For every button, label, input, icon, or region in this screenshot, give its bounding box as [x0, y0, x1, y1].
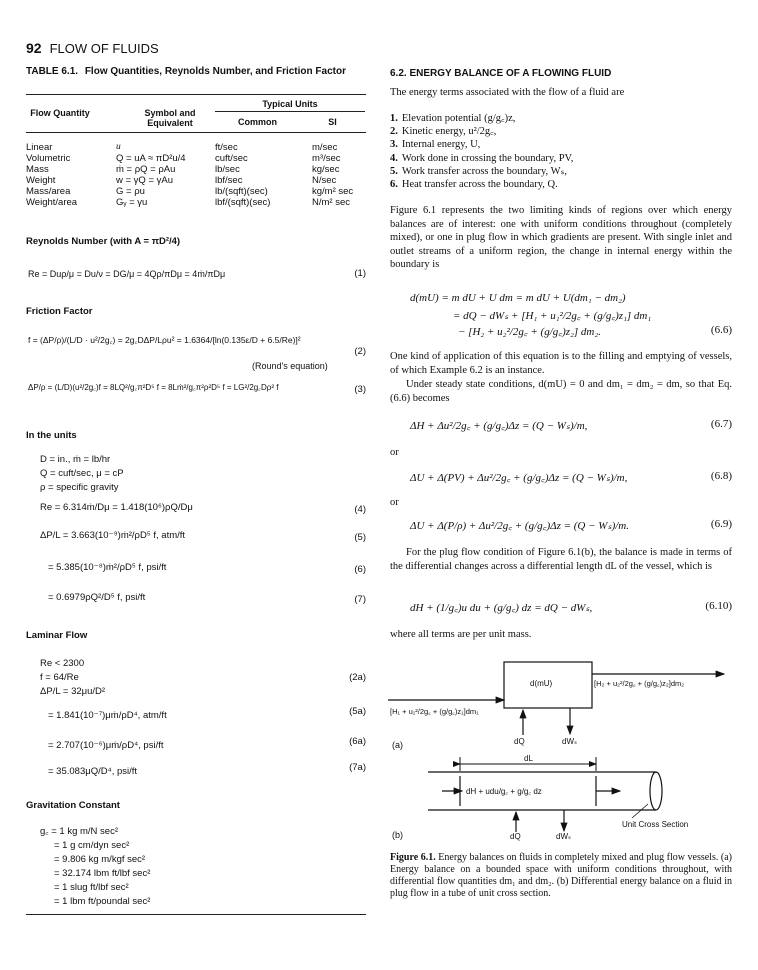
units-heading: In the units: [26, 430, 77, 441]
col-symbol: Symbol and Equivalent: [144, 108, 196, 128]
units-line-3: ρ = specific gravity: [40, 482, 119, 493]
table-cell-common: lbf/sec: [215, 175, 243, 186]
ucs-leader: [632, 804, 648, 818]
table-row: [26, 153, 366, 164]
equation-6: = 5.385(10⁻⁸)ṁ²/ρD⁵ f, psi/ft: [48, 562, 167, 573]
gravitation-line: = 32.174 lbm ft/lbf sec²: [54, 868, 151, 879]
table-cell-symbol: Gᵧ = γu: [116, 197, 148, 208]
section-intro: The energy terms associated with the flow of a fluid are: [390, 87, 625, 98]
mixed-vessel-label: d(mU): [530, 679, 553, 688]
figure-caption: [390, 852, 732, 900]
equation-2-number: (2): [354, 346, 366, 357]
figure-caption-label: Figure 6.1.: [390, 852, 436, 863]
equation-4-number: (4): [354, 504, 366, 515]
table-rule-bottom: [26, 914, 366, 915]
laminar-heading: Laminar Flow: [26, 630, 88, 641]
figure-label-a: (a): [392, 740, 403, 750]
table-cell-common: cuft/sec: [215, 153, 248, 164]
plug-element-label: dH + udu/g꜀ + g/g꜀ dz: [466, 787, 542, 796]
paragraph-1: Figure 6.1 represents the two limiting kinds of regions over which energy balances are of interest: one with uniform conditions throughout (completely mixed), or one in plug flow in which gradients are present. With single inlet and outlet streams of a uniform region, the change in internal energy within the boundary is: [390, 205, 732, 271]
heat-label-b: dQ: [510, 832, 521, 841]
equation-6-10: dH + (1/g꜀)u du + (g/g꜀) dz = dQ − dWₛ,: [410, 602, 593, 614]
equation-7: = 0.6979ρQ²/D⁵ f, psi/ft: [48, 592, 146, 603]
laminar-line-2: f = 64/Re: [40, 672, 79, 683]
list-item: 4. Work done in crossing the boundary, PV,: [390, 152, 574, 164]
equation-5a: = 1.841(10⁻⁷)μṁ/ρD⁴, atm/ft: [48, 710, 167, 721]
table-cell-quantity: Weight/area: [26, 197, 78, 208]
gravitation-line: = 9.806 kg m/kgf sec²: [54, 854, 146, 865]
table-cell-symbol: w = γQ = γAu: [116, 175, 174, 186]
table-row: [26, 164, 366, 175]
list-item: 6. Heat transfer across the boundary, Q.: [390, 179, 558, 191]
or-2: or: [390, 497, 399, 508]
equation-6-6-line-3: − [H₂ + u₂²/2g꜀ + (g/g꜀)z₂] dm₂.: [458, 326, 601, 338]
laminar-line-3: ΔP/L = 32μu/D²: [40, 686, 106, 697]
figure-caption-text: Energy balances on fluids in completely mixed and plug flow vessels. (a) Energy balance on a bounded space with uniform conditions throughout, with differential flow quantities dm₁ and dm₂. (b) Differential energy balance on a fluid in plug flow in a tube of unit cross section.: [390, 852, 733, 899]
equation-2a-number: (2a): [349, 672, 366, 683]
equation-2-note: (Round's equation): [252, 361, 328, 371]
equation-7a-number: (7a): [349, 762, 366, 773]
table-cell-common: lb/(sqft)(sec): [215, 186, 268, 197]
table-caption-text: Flow Quantities, Reynolds Number, and Friction Factor: [84, 66, 346, 77]
table-cell-si: N/sec: [312, 175, 337, 186]
inlet-label: [H₁ + u₁²/2g꜀ + (g/g꜀)z₁]dm₁: [390, 707, 479, 716]
equation-3: ΔP/ρ = (L/D)(u²/2g꜀)f = 8LQ²/g꜀π²D⁵ f = 8Lṁ²/g꜀π²ρ²D⁵ f = LG²/2g꜀Dρ² f: [28, 383, 279, 392]
equation-5: ΔP/L = 3.663(10⁻⁹)ṁ²/ρD⁵ f, atm/ft: [40, 530, 186, 541]
equation-3-number: (3): [354, 384, 366, 395]
equation-6-7-number: (6.7): [710, 418, 732, 430]
figure-label-b: (b): [392, 830, 403, 840]
equation-6-number: (6): [354, 564, 366, 575]
work-label-b: dWₛ: [556, 832, 571, 841]
table-caption: [26, 66, 366, 78]
heat-label-a: dQ: [514, 737, 525, 746]
col-flow-quantity: Flow Quantity: [30, 108, 90, 118]
table-rule-top: [26, 94, 366, 95]
page-header: [26, 40, 159, 56]
equation-6-6-line-2: = dQ − dWₛ + [H₁ + u₁²/2g꜀ + (g/g꜀)z₁] dm₁: [453, 310, 652, 322]
table-cell-symbol: G = ρu: [116, 186, 145, 197]
equation-1-number: (1): [354, 268, 366, 279]
equation-6-10-number: (6.10): [705, 600, 732, 612]
table-cell-common: lb/sec: [215, 164, 240, 175]
equation-6a-number: (6a): [349, 736, 366, 747]
col-common: Common: [238, 117, 277, 127]
units-line-2: Q = cuft/sec, μ = cP: [40, 468, 124, 479]
equation-4: Re = 6.314ṁ/Dμ = 1.418(10⁶)ρQ/Dμ: [40, 502, 193, 513]
units-line-1: D = in., ṁ = lb/hr: [40, 454, 111, 465]
table-body: [26, 142, 366, 208]
col-typical-units: Typical Units: [262, 99, 318, 109]
or-1: or: [390, 447, 399, 458]
list-item: 3. Internal energy, U,: [390, 139, 481, 151]
table-cell-si: N/m² sec: [312, 197, 350, 208]
table-cell-common: lbf/(sqft)(sec): [215, 197, 271, 208]
equation-6-9-number: (6.9): [710, 518, 732, 530]
table-cell-quantity: Linear: [26, 142, 53, 153]
table-rule-units: [215, 111, 365, 112]
table-cell-quantity: Volumetric: [26, 153, 71, 164]
table-cell-si: kg/sec: [312, 164, 340, 175]
equation-5-number: (5): [354, 532, 366, 543]
energy-terms-list: [390, 112, 732, 191]
equation-1: Re = Duρ/μ = Du/ν = DG/μ = 4Qρ/πDμ = 4ṁ/πDμ: [28, 269, 226, 279]
table-row: [26, 186, 366, 197]
gravitation-line: = 1 lbm ft/poundal sec²: [54, 896, 151, 907]
gravitation-line: = 1 g cm/dyn sec²: [54, 840, 130, 851]
work-label-a: dWₛ: [562, 737, 577, 746]
table-row: [26, 175, 366, 186]
equation-6-8: ΔU + Δ(PV) + Δu²/2g꜀ + (g/g꜀)Δz = (Q − Wₛ)/m,: [410, 472, 628, 484]
list-item: 1. Elevation potential (g/g꜀)z,: [390, 113, 516, 124]
table-cell-si: kg/m² sec: [312, 186, 354, 197]
page-number: 92: [26, 40, 42, 56]
list-item: 5. Work transfer across the boundary, Wₛ,: [390, 165, 568, 177]
paragraph-4: For the plug flow condition of Figure 6.1(b), the balance is made in terms of the differential changes across a differential length dL of the vessel, which is: [390, 547, 732, 572]
gravitation-line: g꜀ = 1 kg m/N sec²: [40, 826, 118, 837]
table-cell-symbol: Q = uA ≈ πD²u/4: [116, 153, 186, 164]
laminar-line-1: Re < 2300: [40, 658, 85, 669]
equation-2: f = (ΔP/ρ)/(L/D · u²/2g꜀) = 2g꜀DΔP/Lρu² = 1.6364/[ln(0.135ε/D + 6.5/Re)]²: [28, 335, 301, 345]
equation-6-8-number: (6.8): [710, 470, 732, 482]
dl-label: dL: [524, 754, 533, 763]
table-row: [26, 197, 366, 208]
tube-cross-section: [650, 772, 662, 810]
gravitation-line: = 1 slug ft/lbf sec²: [54, 882, 129, 893]
gravitation-heading: Gravitation Constant: [26, 800, 120, 811]
equation-6-9: ΔU + Δ(P/ρ) + Δu²/2g꜀ + (g/g꜀)Δz = (Q − Wₛ)/m.: [410, 520, 629, 532]
table-cell-si: m³/sec: [312, 153, 341, 164]
equation-6-6-line-1: d(mU) = m dU + U dm = m dU + U(dm₁ − dm₂): [410, 292, 626, 304]
equation-5a-number: (5a): [349, 706, 366, 717]
friction-heading: Friction Factor: [26, 306, 93, 317]
table-cell-si: m/sec: [312, 142, 338, 153]
equation-7-number: (7): [354, 594, 366, 605]
table-cell-common: ft/sec: [215, 142, 238, 153]
section-title: 6.2. ENERGY BALANCE OF A FLOWING FLUID: [390, 68, 612, 79]
reynolds-heading: Reynolds Number (with A = πD²/4): [26, 236, 181, 247]
paragraph-5: where all terms are per unit mass.: [390, 629, 532, 640]
table-cell-quantity: Mass/area: [26, 186, 71, 197]
equation-6-6-number: (6.6): [710, 324, 732, 336]
table-row: [26, 142, 366, 153]
paragraph-2: One kind of application of this equation is to the filling and emptying of vessels, of which Example 6.2 is an instance.: [390, 351, 732, 376]
running-title: FLOW OF FLUIDS: [49, 41, 159, 56]
table-caption-label: TABLE 6.1.: [26, 66, 79, 77]
equation-6-7: ΔH + Δu²/2g꜀ + (g/g꜀)Δz = (Q − Wₛ)/m,: [410, 420, 588, 432]
table-rule-header: [26, 132, 366, 133]
table-cell-symbol: u: [116, 142, 121, 152]
col-si: SI: [328, 117, 337, 127]
paragraph-3: Under steady state conditions, d(mU) = 0 and dm₁ = dm₂ = dm, so that Eq. (6.6) becomes: [390, 379, 732, 404]
equation-7a: = 35.083μQ/D⁴, psi/ft: [48, 766, 138, 777]
table-cell-quantity: Weight: [26, 175, 56, 186]
equation-6a: = 2.707(10⁻⁶)μṁ/ρD⁴, psi/ft: [48, 740, 164, 751]
list-item: 2. Kinetic energy, u²/2g꜀,: [390, 126, 497, 138]
table-cell-symbol: ṁ = ρQ = ρAu: [116, 164, 176, 175]
table-cell-quantity: Mass: [26, 164, 49, 175]
unit-cross-section-label: Unit Cross Section: [622, 820, 689, 829]
outlet-label: [H₂ + u₂²/2g꜀ + (g/g꜀)z₂]dm₂: [594, 679, 685, 688]
